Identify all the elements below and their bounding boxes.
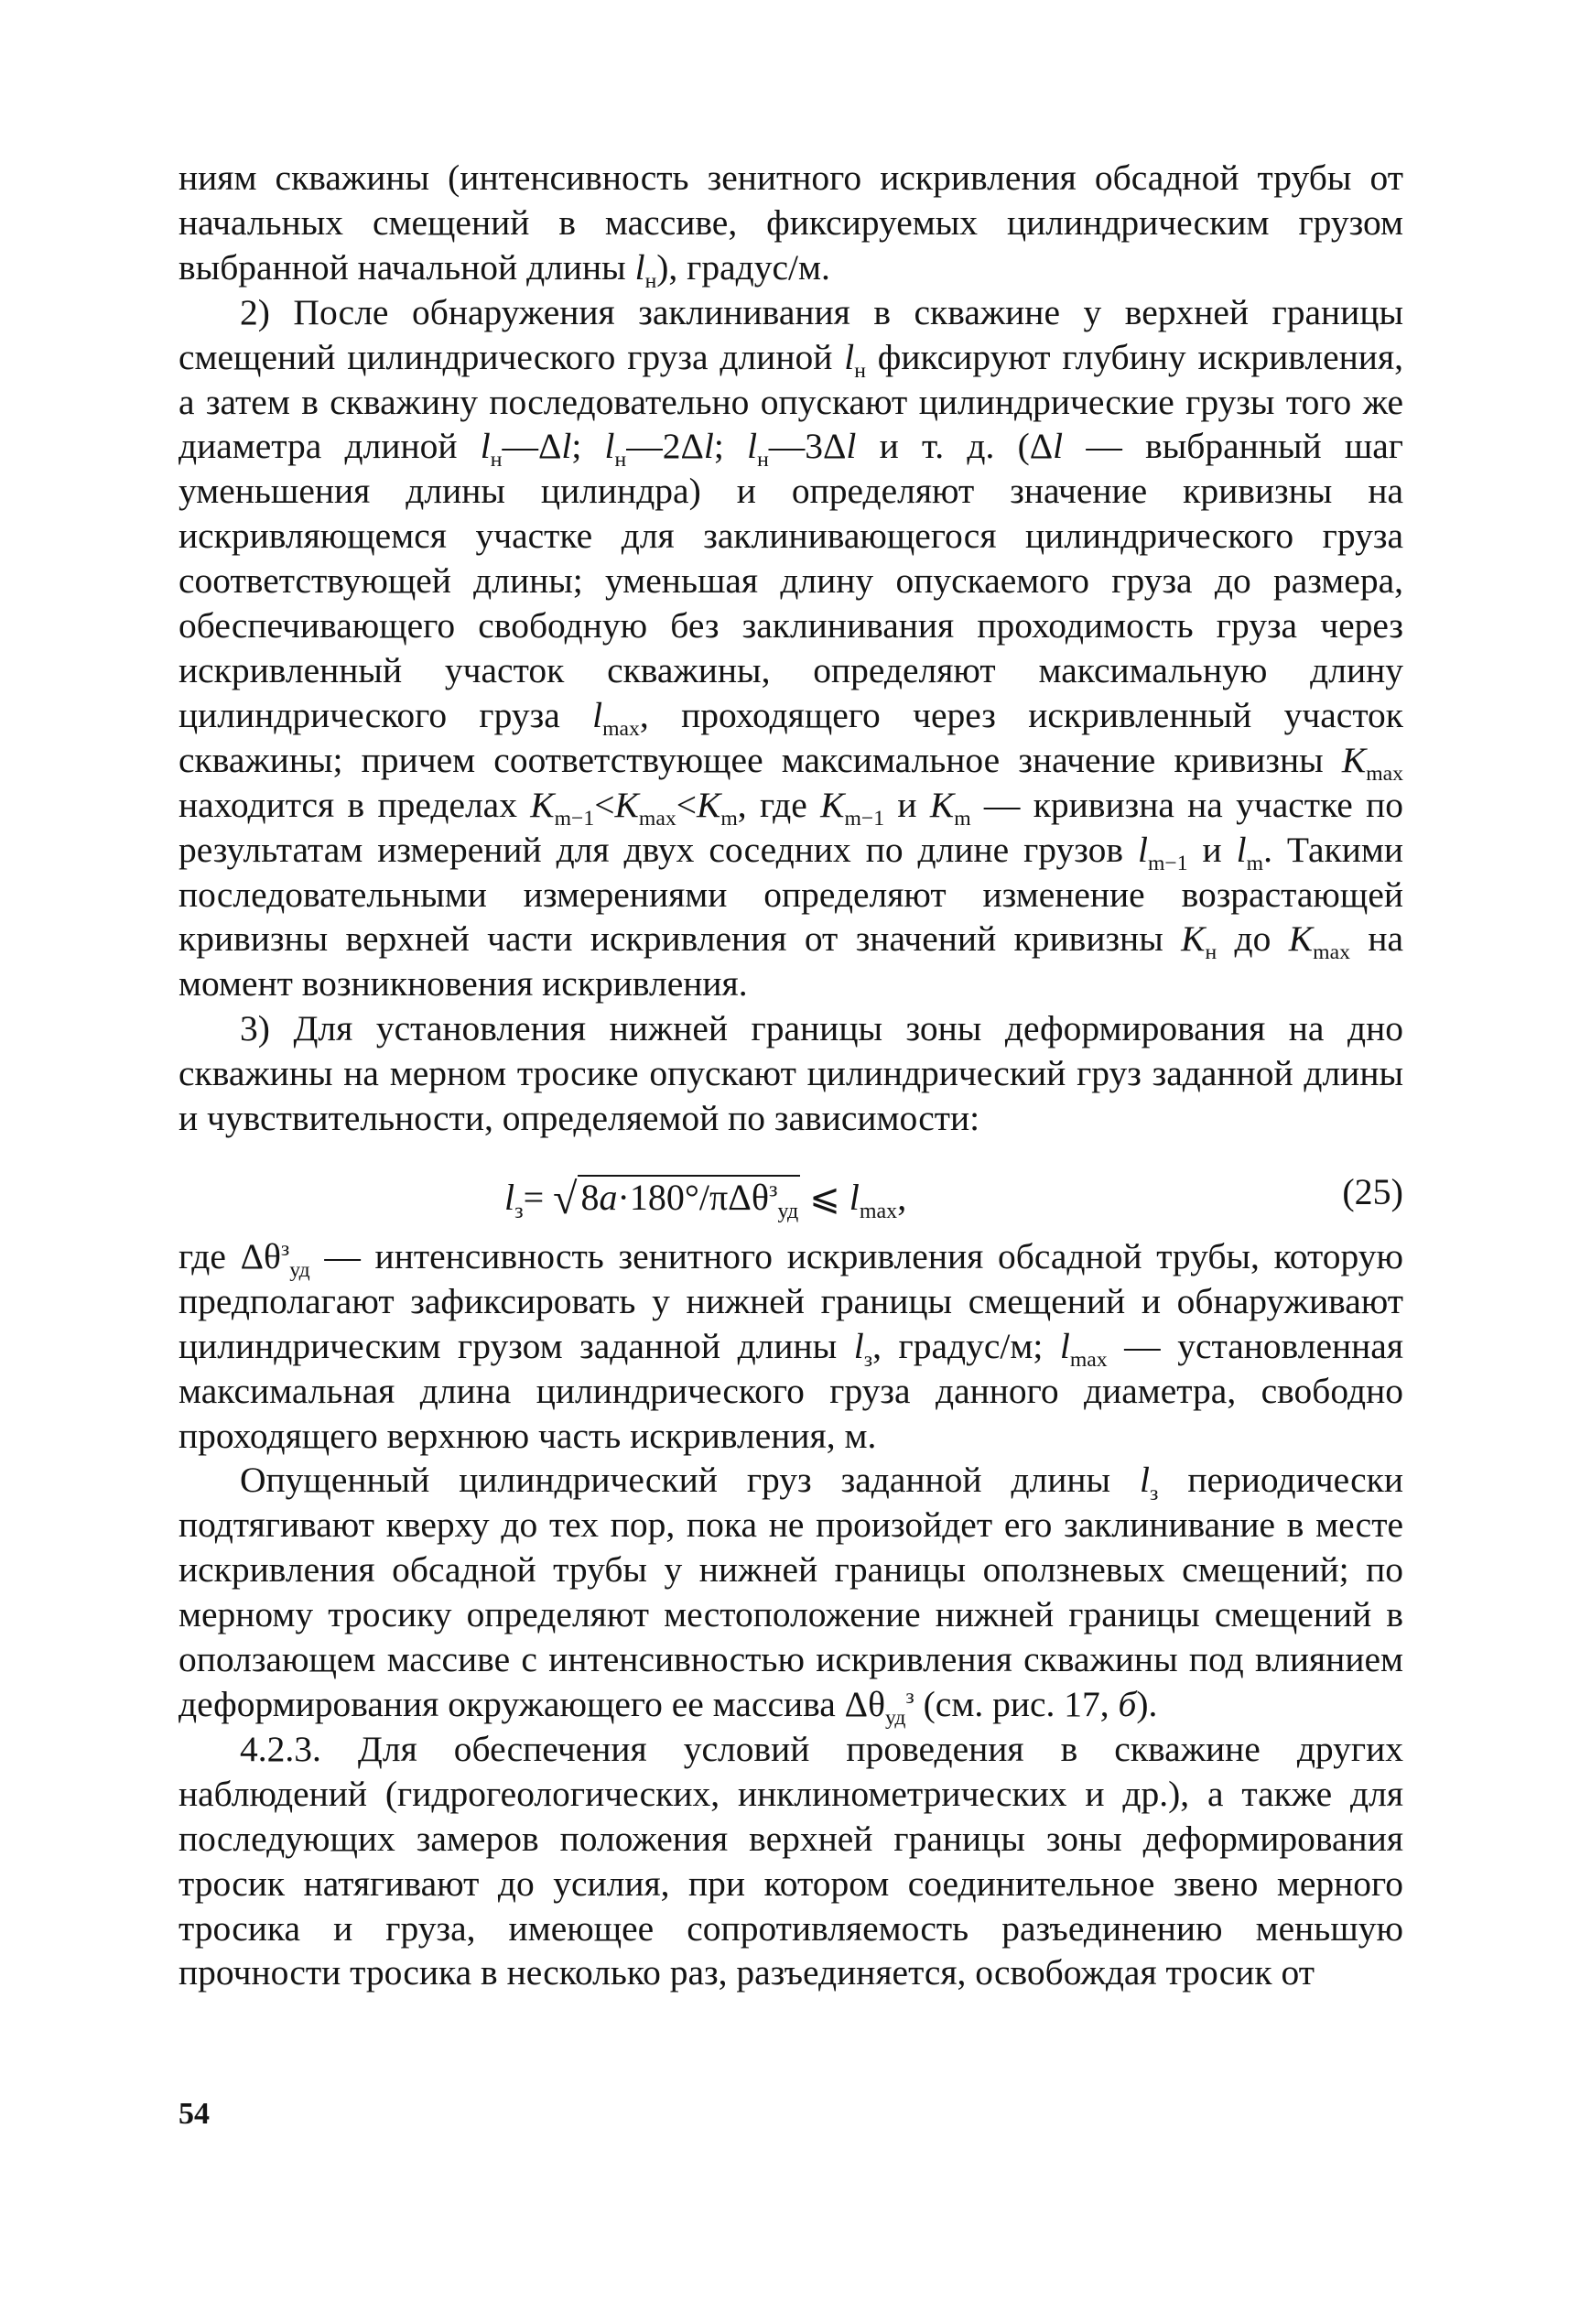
formula-expression: $l_з=$ √ 8a·180°/πΔθ$^з_{уд}$ ⩽ $l_{max}$, <box>504 1174 907 1223</box>
formula-25 <box>179 1146 1403 1234</box>
paragraph-2: 2) После обнаружения заклинивания в скважине у верхней границы смещений цилиндрического груза длиной $l_н$ фиксируют глубину искривления, а затем в скважину последовательно опускают цилиндрические грузы того же диаметра длиной $l_н—\Delta l$; $l_н—2\Delta l$; $l_н—3\Delta l$ и т. д. (Δl — выбранный шаг уменьшения длины цилиндра) и определяют значение кривизны на искривляющемся участке для заклинивающегося цилиндрического груза соответствующей длины; уменьшая длину опускаемого груза до размера, обеспечивающего свободную без заклинивания проходимость груза через искривленный участок скважины, определяют максимальную длину цилиндрического груза $l_{max}$, проходящего через искривленный участок скважины; причем соответствующее максимальное значение кривизны $K_{max}$ находится в пределах $K_{m-1}<K_{max}<K_m$, где $K_{m-1}$ и $K_m$ — кривизна на участке по результатам измерений для двух соседних по длине грузов $l_{m-1}$ и $l_m$. Такими последовательными измерениями определяют изменение возрастающей кривизны верхней части искривления от значений кривизны $K_н$ до $K_{max}$ на момент возникновения искривления. <box>179 291 1404 1005</box>
paragraph-6: 4.2.3. Для обеспечения условий проведения в скважине других наблюдений (гидрогеологических, инклинометрических и др.), а также для последующих замеров положения верхней границы зоны деформирования тросик натягивают до усилия, при котором соединительное звено мерного тросика и груза, имеющее сопротивляемость разъединению меньшую прочности тросика в несколько раз, разъединяется, освобождая тросик от <box>179 1728 1403 1993</box>
paragraph-3: 3) Для установления нижней границы зоны деформирования на дно скважины на мерном тросике опускают цилиндрический груз заданной длины и чувствительности, определяемой по зависимости: <box>179 1008 1403 1139</box>
sqrt-icon: √ <box>553 1174 578 1223</box>
equation-number: (25) <box>1342 1170 1403 1212</box>
paragraph-5: Опущенный цилиндрический груз заданной длины $l_з$ периодически подтягивают кверху до тех пор, пока не произойдет его заклинивание в месте искривления обсадной трубы у нижней границы оползневых смещений; по мерному тросику определяют местоположение нижней границы смещений в оползающем массиве с интенсивностью искривления скважины под влиянием деформирования окружающего ее массива $\Delta\theta_{уд}^з$ (см. рис. 17, б). <box>179 1460 1403 1730</box>
formula-radicand: 8a·180°/πΔθ$^з_{уд}$ <box>578 1175 801 1218</box>
page-body <box>179 156 1403 1995</box>
paragraph-1: ниям скважины (интенсивность зенитного искривления обсадной трубы от начальных смещений в массиве, фиксируемых цилиндрическим грузом выбранной начальной длины $l_н$), градус/м. <box>179 157 1403 293</box>
page-number: 54 <box>179 2097 210 2131</box>
paragraph-4: где $\Delta\theta^з_{уд}$ — интенсивность зенитного искривления обсадной трубы, которую предполагают зафиксировать у нижней границы смещений и обнаруживают цилиндрическим грузом заданной длины $l_з$, градус/м; $l_{max}$ — установленная максимальная длина цилиндрического груза данного диаметра, свободно проходящего верхнюю часть искривления, м. <box>179 1235 1404 1456</box>
